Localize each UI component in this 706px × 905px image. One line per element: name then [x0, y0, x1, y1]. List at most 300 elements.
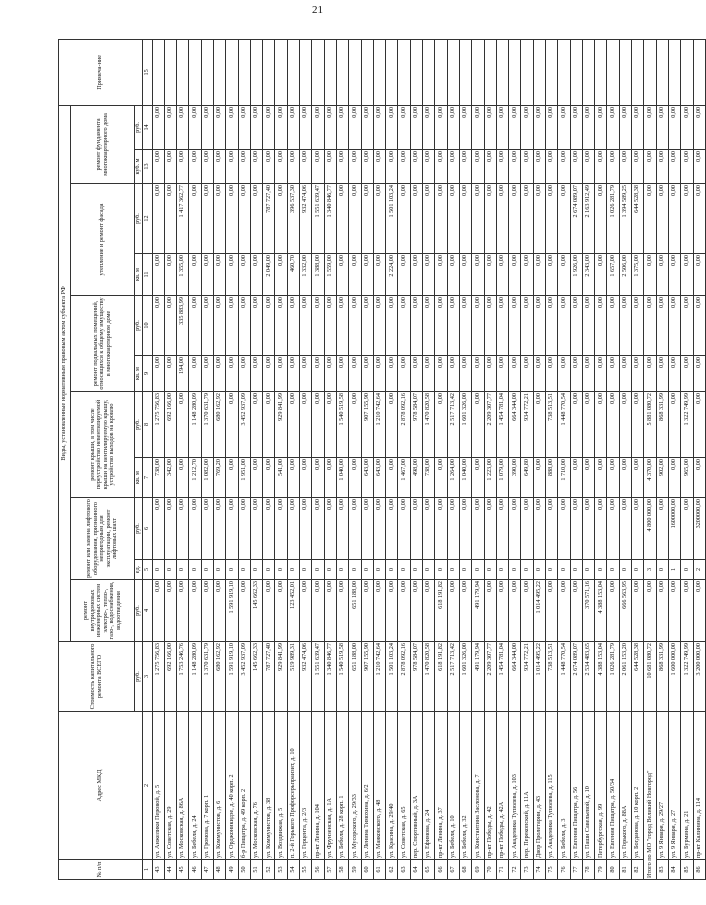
unit-el-rub: руб. [135, 498, 143, 560]
row-foundation-m3: 0,00 [521, 150, 533, 184]
row-basement-rub: 0,00 [693, 296, 705, 356]
row-roof-m2: 498,00 [410, 458, 422, 498]
row-engineering-rub: 491 179,94 [472, 580, 484, 642]
header-note: Примеча-ние [59, 39, 143, 105]
row-roof-rub: 1 454 781,04 [496, 392, 508, 458]
row-elevator-rub: 0,00 [312, 498, 324, 560]
row-facade-rub: 2 674 089,07 [570, 184, 582, 254]
row-roof-rub: 0,00 [324, 392, 336, 458]
row-facade-rub: 0,00 [373, 184, 385, 254]
row-total-cost: 644 528,38 [632, 642, 644, 712]
row-engineering-rub: 0,00 [398, 580, 410, 642]
row-index: 58 [336, 860, 348, 880]
row-roof-rub: 0,00 [263, 392, 275, 458]
row-basement-rub: 0,00 [619, 296, 631, 356]
table-row [582, 39, 594, 879]
row-index: 45 [177, 860, 189, 880]
row-elevator-units: 0 [324, 560, 336, 580]
row-basement-rub: 0,00 [164, 296, 176, 356]
row-basement-m2: 0,00 [533, 356, 545, 392]
row-address: ул. Коммунистов, д. 6 [213, 712, 225, 860]
row-basement-m2: 0,00 [238, 356, 250, 392]
row-facade-m2: 2 343,00 [582, 254, 594, 296]
row-engineering-rub: 1 014 495,22 [533, 580, 545, 642]
row-elevator-rub: 0,00 [533, 498, 545, 560]
row-foundation-rub: 0,00 [644, 105, 656, 149]
table-row [410, 39, 422, 879]
row-address: ул. Маяковского, д. 48 [373, 712, 385, 860]
row-facade-rub: 0,00 [644, 184, 656, 254]
row-basement-m2: 0,00 [459, 356, 471, 392]
row-index: 60 [361, 860, 373, 880]
row-facade-m2: 0,00 [361, 254, 373, 296]
row-foundation-rub: 0,00 [447, 105, 459, 149]
row-elevator-rub: 0,00 [607, 498, 619, 560]
row-facade-rub: 0,00 [459, 184, 471, 254]
row-total-cost: 1 753 246,76 [177, 642, 189, 712]
row-engineering-rub: 0,00 [189, 580, 201, 642]
row-foundation-rub: 0,00 [361, 105, 373, 149]
row-roof-m2: 1 951,00 [238, 458, 250, 498]
row-foundation-m3: 0,00 [312, 150, 324, 184]
row-facade-m2: 0,00 [496, 254, 508, 296]
row-note [386, 39, 398, 105]
row-basement-m2: 0,00 [373, 356, 385, 392]
row-foundation-rub: 0,00 [607, 105, 619, 149]
row-elevator-rub: 0,00 [373, 498, 385, 560]
row-facade-m2: 0,00 [336, 254, 348, 296]
row-foundation-m3: 0,00 [546, 150, 558, 184]
row-note [496, 39, 508, 105]
row-elevator-rub: 4 800 000,00 [644, 498, 656, 560]
row-foundation-rub: 0,00 [275, 105, 287, 149]
row-roof-rub: 0,00 [250, 392, 262, 458]
row-engineering-rub: 0,00 [312, 580, 324, 642]
row-total-cost: 2 534 483,65 [582, 642, 594, 712]
table-body [59, 39, 706, 879]
table-row [300, 39, 312, 879]
row-basement-rub: 0,00 [582, 296, 594, 356]
row-foundation-m3: 0,00 [373, 150, 385, 184]
row-total-cost: 1 591 919,10 [226, 642, 238, 712]
row-facade-rub: 0,00 [250, 184, 262, 254]
row-facade-m2: 1 926,00 [570, 254, 582, 296]
row-facade-m2: 1 375,00 [632, 254, 644, 296]
row-basement-rub: 0,00 [410, 296, 422, 356]
header-cost: Стоимость капитального ремонта ВСЕГО [59, 642, 135, 712]
row-address: ул. Паши Савельевой, д. 10 [582, 712, 594, 860]
row-basement-rub: 335 883,99 [177, 296, 189, 356]
row-basement-m2: 0,00 [472, 356, 484, 392]
row-facade-rub: 0,00 [681, 184, 693, 254]
row-basement-m2: 0,00 [398, 356, 410, 392]
row-total-cost: 1 501 103,24 [386, 642, 398, 712]
table-row [189, 39, 201, 879]
row-note [693, 39, 705, 105]
row-foundation-rub: 0,00 [324, 105, 336, 149]
row-engineering-rub: 0,00 [152, 580, 164, 642]
row-facade-m2: 0,00 [152, 254, 164, 296]
row-elevator-units: 0 [619, 560, 631, 580]
row-basement-rub: 0,00 [324, 296, 336, 356]
row-elevator-units: 0 [189, 560, 201, 580]
row-total-cost: 2 209 307,77 [484, 642, 496, 712]
row-note [164, 39, 176, 105]
row-index: 69 [472, 860, 484, 880]
row-facade-m2: 0,00 [238, 254, 250, 296]
row-engineering-rub: 0,00 [164, 580, 176, 642]
row-elevator-rub: 0,00 [300, 498, 312, 560]
row-facade-m2: 0,00 [656, 254, 668, 296]
row-note [213, 39, 225, 105]
column-number: 6 [142, 498, 152, 560]
row-address: пр-кт Победы, д. 42 [484, 712, 496, 860]
row-foundation-m3: 0,00 [263, 150, 275, 184]
row-foundation-rub: 0,00 [164, 105, 176, 149]
row-elevator-rub: 0,00 [509, 498, 521, 560]
row-index: 66 [435, 860, 447, 880]
row-roof-rub: 0,00 [435, 392, 447, 458]
column-number: 4 [142, 580, 152, 642]
row-facade-rub: 0,00 [533, 184, 545, 254]
row-elevator-units: 0 [213, 560, 225, 580]
row-address: ул. Константина Заслонова, д. 7 [472, 712, 484, 860]
row-roof-rub: 978 584,07 [410, 392, 422, 458]
row-elevator-units: 0 [201, 560, 213, 580]
row-elevator-rub: 0,00 [558, 498, 570, 560]
row-basement-m2: 0,00 [349, 356, 361, 392]
row-roof-m2: 342,00 [164, 458, 176, 498]
row-roof-rub: 0,00 [349, 392, 361, 458]
row-index: 61 [373, 860, 385, 880]
row-engineering-rub: 618 191,82 [435, 580, 447, 642]
row-facade-m2: 1 559,00 [324, 254, 336, 296]
row-basement-m2: 0,00 [300, 356, 312, 392]
row-address: ул. Бебеля, д. 10 [447, 712, 459, 860]
table-row [632, 39, 644, 879]
row-basement-m2: 0,00 [312, 356, 324, 392]
row-elevator-units: 0 [226, 560, 238, 580]
table-row [595, 39, 607, 879]
row-elevator-units: 0 [509, 560, 521, 580]
row-address: ул. Громова, д. 7 корп. 1 [201, 712, 213, 860]
row-facade-rub: 0,00 [496, 184, 508, 254]
row-address: ул. Горького, д. 88А [619, 712, 631, 860]
row-note [472, 39, 484, 105]
row-facade-m2: 1 388,00 [312, 254, 324, 296]
row-basement-m2: 0,00 [607, 356, 619, 392]
row-elevator-units: 0 [410, 560, 422, 580]
row-engineering-rub: 0,00 [668, 580, 680, 642]
row-roof-rub: 0,00 [312, 392, 324, 458]
row-total-cost: 1 448 770,54 [558, 642, 570, 712]
row-elevator-units: 0 [656, 560, 668, 580]
row-foundation-m3: 0,00 [619, 150, 631, 184]
row-elevator-units: 0 [300, 560, 312, 580]
row-engineering-rub: 0,00 [546, 580, 558, 642]
row-note [459, 39, 471, 105]
row-basement-m2: 0,00 [152, 356, 164, 392]
row-basement-m2: 0,00 [521, 356, 533, 392]
unit-bas-m2: кв. м [135, 356, 143, 392]
row-engineering-rub: 0,00 [410, 580, 422, 642]
row-total-cost: 3 452 937,09 [238, 642, 250, 712]
row-index: 63 [398, 860, 410, 880]
column-number: 7 [142, 458, 152, 498]
row-basement-rub: 0,00 [558, 296, 570, 356]
row-engineering-rub: 0,00 [558, 580, 570, 642]
row-index: 82 [632, 860, 644, 880]
row-note [619, 39, 631, 105]
row-basement-m2: 0,00 [693, 356, 705, 392]
row-index: 56 [312, 860, 324, 880]
row-foundation-rub: 0,00 [312, 105, 324, 149]
row-total-cost: 978 584,07 [410, 642, 422, 712]
column-number: 8 [142, 392, 152, 458]
row-roof-m2: 0,00 [263, 458, 275, 498]
row-elevator-rub: 0,00 [656, 498, 668, 560]
row-facade-rub: 0,00 [546, 184, 558, 254]
unit-el-units: ед. [135, 560, 143, 580]
row-basement-rub: 0,00 [336, 296, 348, 356]
row-basement-rub: 0,00 [398, 296, 410, 356]
row-note [582, 39, 594, 105]
unit-fac-m2: кв. м [135, 254, 143, 296]
row-elevator-rub: 0,00 [472, 498, 484, 560]
row-elevator-units: 0 [275, 560, 287, 580]
row-facade-m2: 2 224,00 [386, 254, 398, 296]
row-index: 75 [546, 860, 558, 880]
row-total-cost: 907 155,90 [361, 642, 373, 712]
row-engineering-rub: 4 388 153,04 [595, 580, 607, 642]
row-engineering-rub: 0,00 [213, 580, 225, 642]
row-foundation-rub: 0,00 [582, 105, 594, 149]
row-elevator-units: 0 [373, 560, 385, 580]
row-roof-rub: 934 772,21 [521, 392, 533, 458]
table-row [533, 39, 545, 879]
table-row [570, 39, 582, 879]
row-elevator-rub: 0,00 [164, 498, 176, 560]
row-facade-m2: 0,00 [250, 254, 262, 296]
row-elevator-rub: 0,00 [201, 498, 213, 560]
row-foundation-rub: 0,00 [533, 105, 545, 149]
row-elevator-rub: 0,00 [546, 498, 558, 560]
row-foundation-rub: 0,00 [521, 105, 533, 149]
row-roof-m2: 1 040,00 [336, 458, 348, 498]
row-foundation-m3: 0,00 [570, 150, 582, 184]
row-roof-rub: 907 155,90 [361, 392, 373, 458]
row-foundation-rub: 0,00 [459, 105, 471, 149]
row-note [312, 39, 324, 105]
row-foundation-rub: 0,00 [300, 105, 312, 149]
row-foundation-m3: 0,00 [656, 150, 668, 184]
row-elevator-rub: 0,00 [410, 498, 422, 560]
row-basement-m2: 0,00 [361, 356, 373, 392]
row-elevator-rub: 0,00 [582, 498, 594, 560]
row-engineering-rub: 0,00 [373, 580, 385, 642]
row-index: 70 [484, 860, 496, 880]
row-address: Петербургская, д. 99 [595, 712, 607, 860]
row-note [681, 39, 693, 105]
row-foundation-m3: 0,00 [496, 150, 508, 184]
row-roof-m2: 0,00 [607, 458, 619, 498]
row-address: ул. Бебеля, д. 32 [459, 712, 471, 860]
row-total-cost: 618 191,82 [435, 642, 447, 712]
row-note [324, 39, 336, 105]
row-engineering-rub: 0,00 [263, 580, 275, 642]
row-index: 55 [300, 860, 312, 880]
unit-roof-rub: руб. [135, 392, 143, 458]
row-engineering-rub: 0,00 [275, 580, 287, 642]
row-facade-rub: 0,00 [521, 184, 533, 254]
row-index: 73 [521, 860, 533, 880]
header-basement: ремонт подвальных помещений, относящихся к общему имуществу в многоквартирном доме [71, 296, 135, 392]
table-row [349, 39, 361, 879]
row-index: 86 [693, 860, 705, 880]
row-roof-m2: 0,00 [324, 458, 336, 498]
row-basement-rub: 0,00 [423, 296, 435, 356]
row-elevator-units: 0 [496, 560, 508, 580]
row-facade-rub: 0,00 [226, 184, 238, 254]
row-elevator-units: 0 [177, 560, 189, 580]
row-foundation-m3: 0,00 [668, 150, 680, 184]
row-foundation-rub: 0,00 [213, 105, 225, 149]
row-elevator-rub: 0,00 [189, 498, 201, 560]
row-elevator-units: 0 [361, 560, 373, 580]
row-facade-rub: 0,00 [152, 184, 164, 254]
row-note [238, 39, 250, 105]
row-basement-rub: 0,00 [349, 296, 361, 356]
column-number: 2 [142, 712, 152, 860]
row-foundation-m3: 0,00 [681, 150, 693, 184]
row-note [656, 39, 668, 105]
row-basement-rub: 0,00 [656, 296, 668, 356]
table-row [509, 39, 521, 879]
row-index: 72 [509, 860, 521, 880]
header-index: № п/п [59, 860, 143, 880]
row-foundation-m3: 0,00 [644, 150, 656, 184]
row-address: ул. Мусорского, д. 29/33 [349, 712, 361, 860]
row-basement-rub: 0,00 [300, 296, 312, 356]
row-roof-rub: 692 166,00 [164, 392, 176, 458]
row-facade-rub: 932 474,06 [300, 184, 312, 254]
row-note [189, 39, 201, 105]
row-roof-rub: 868 331,99 [656, 392, 668, 458]
column-number: 9 [142, 356, 152, 392]
row-elevator-units: 0 [558, 560, 570, 580]
row-address: ул. Московская, д. 86А [177, 712, 189, 860]
row-basement-rub: 0,00 [496, 296, 508, 356]
row-roof-m2: 0,00 [693, 458, 705, 498]
row-basement-rub: 0,00 [595, 296, 607, 356]
row-roof-m2: 0,00 [632, 458, 644, 498]
row-basement-rub: 0,00 [275, 296, 287, 356]
row-roof-rub: 0,00 [287, 392, 299, 458]
row-foundation-m3: 0,00 [213, 150, 225, 184]
row-note [275, 39, 287, 105]
row-basement-rub: 0,00 [287, 296, 299, 356]
row-basement-rub: 0,00 [546, 296, 558, 356]
row-foundation-m3: 0,00 [472, 150, 484, 184]
row-address: ул. Евгения Пищатра, д. 50/34 [607, 712, 619, 860]
table-row [693, 39, 705, 879]
row-total-cost: 932 474,06 [300, 642, 312, 712]
row-roof-rub: 0,00 [582, 392, 594, 458]
row-foundation-m3: 0,00 [595, 150, 607, 184]
row-basement-rub: 0,00 [681, 296, 693, 356]
row-elevator-units: 0 [336, 560, 348, 580]
row-basement-m2: 0,00 [447, 356, 459, 392]
row-basement-rub: 0,00 [459, 296, 471, 356]
row-facade-m2: 0,00 [373, 254, 385, 296]
row-address: б-р Пищатра, д. 49 корп. 2 [238, 712, 250, 860]
row-engineering-rub: 0,00 [496, 580, 508, 642]
row-total-cost: 1 470 820,58 [423, 642, 435, 712]
row-elevator-units: 0 [423, 560, 435, 580]
row-address: ул. Московская, д. 76 [250, 712, 262, 860]
row-note [570, 39, 582, 105]
row-roof-m2: 1 212,70 [189, 458, 201, 498]
row-roof-m2: 902,00 [656, 458, 668, 498]
row-roof-rub: 0,00 [533, 392, 545, 458]
row-facade-rub: 0,00 [398, 184, 410, 254]
row-roof-m2: 541,00 [275, 458, 287, 498]
row-elevator-rub: 0,00 [570, 498, 582, 560]
table-row [275, 39, 287, 879]
row-foundation-rub: 0,00 [386, 105, 398, 149]
row-roof-rub: 0,00 [595, 392, 607, 458]
row-facade-m2: 0,00 [484, 254, 496, 296]
row-foundation-m3: 0,00 [177, 150, 189, 184]
row-address: ул. Бебеля, д. 24 [189, 712, 201, 860]
row-facade-m2: 0,00 [521, 254, 533, 296]
table-row [472, 39, 484, 879]
row-foundation-m3: 0,00 [336, 150, 348, 184]
table-row [164, 39, 176, 879]
row-roof-rub: 680 162,92 [213, 392, 225, 458]
row-roof-m2: 0,00 [533, 458, 545, 498]
row-index: 64 [410, 860, 422, 880]
row-elevator-units: 1 [668, 560, 680, 580]
row-facade-m2: 0,00 [558, 254, 570, 296]
row-facade-rub: 1 551 639,47 [312, 184, 324, 254]
row-foundation-rub: 0,00 [484, 105, 496, 149]
row-elevator-rub: 0,00 [447, 498, 459, 560]
row-elevator-units: 0 [546, 560, 558, 580]
row-foundation-m3: 0,00 [558, 150, 570, 184]
table-row [398, 39, 410, 879]
table-row [201, 39, 213, 879]
row-elevator-rub: 0,00 [496, 498, 508, 560]
row-facade-m2: 0,00 [533, 254, 545, 296]
row-total-cost: 1 370 631,79 [201, 642, 213, 712]
row-address: пр-кт Ленина, д. 104 [312, 712, 324, 860]
row-note [435, 39, 447, 105]
row-address: ул. Академика Тупюлева, д. 103 [509, 712, 521, 860]
row-total-cost: 680 162,92 [213, 642, 225, 712]
row-elevator-rub: 0,00 [263, 498, 275, 560]
row-basement-m2: 0,00 [509, 356, 521, 392]
row-elevator-units: 0 [398, 560, 410, 580]
row-address: ул. Бурмина, д. 21 [681, 712, 693, 860]
row-elevator-rub: 0,00 [275, 498, 287, 560]
row-note [632, 39, 644, 105]
row-basement-m2: 0,00 [656, 356, 668, 392]
row-note [349, 39, 361, 105]
row-foundation-rub: 0,00 [250, 105, 262, 149]
row-foundation-rub: 0,00 [656, 105, 668, 149]
row-note [373, 39, 385, 105]
